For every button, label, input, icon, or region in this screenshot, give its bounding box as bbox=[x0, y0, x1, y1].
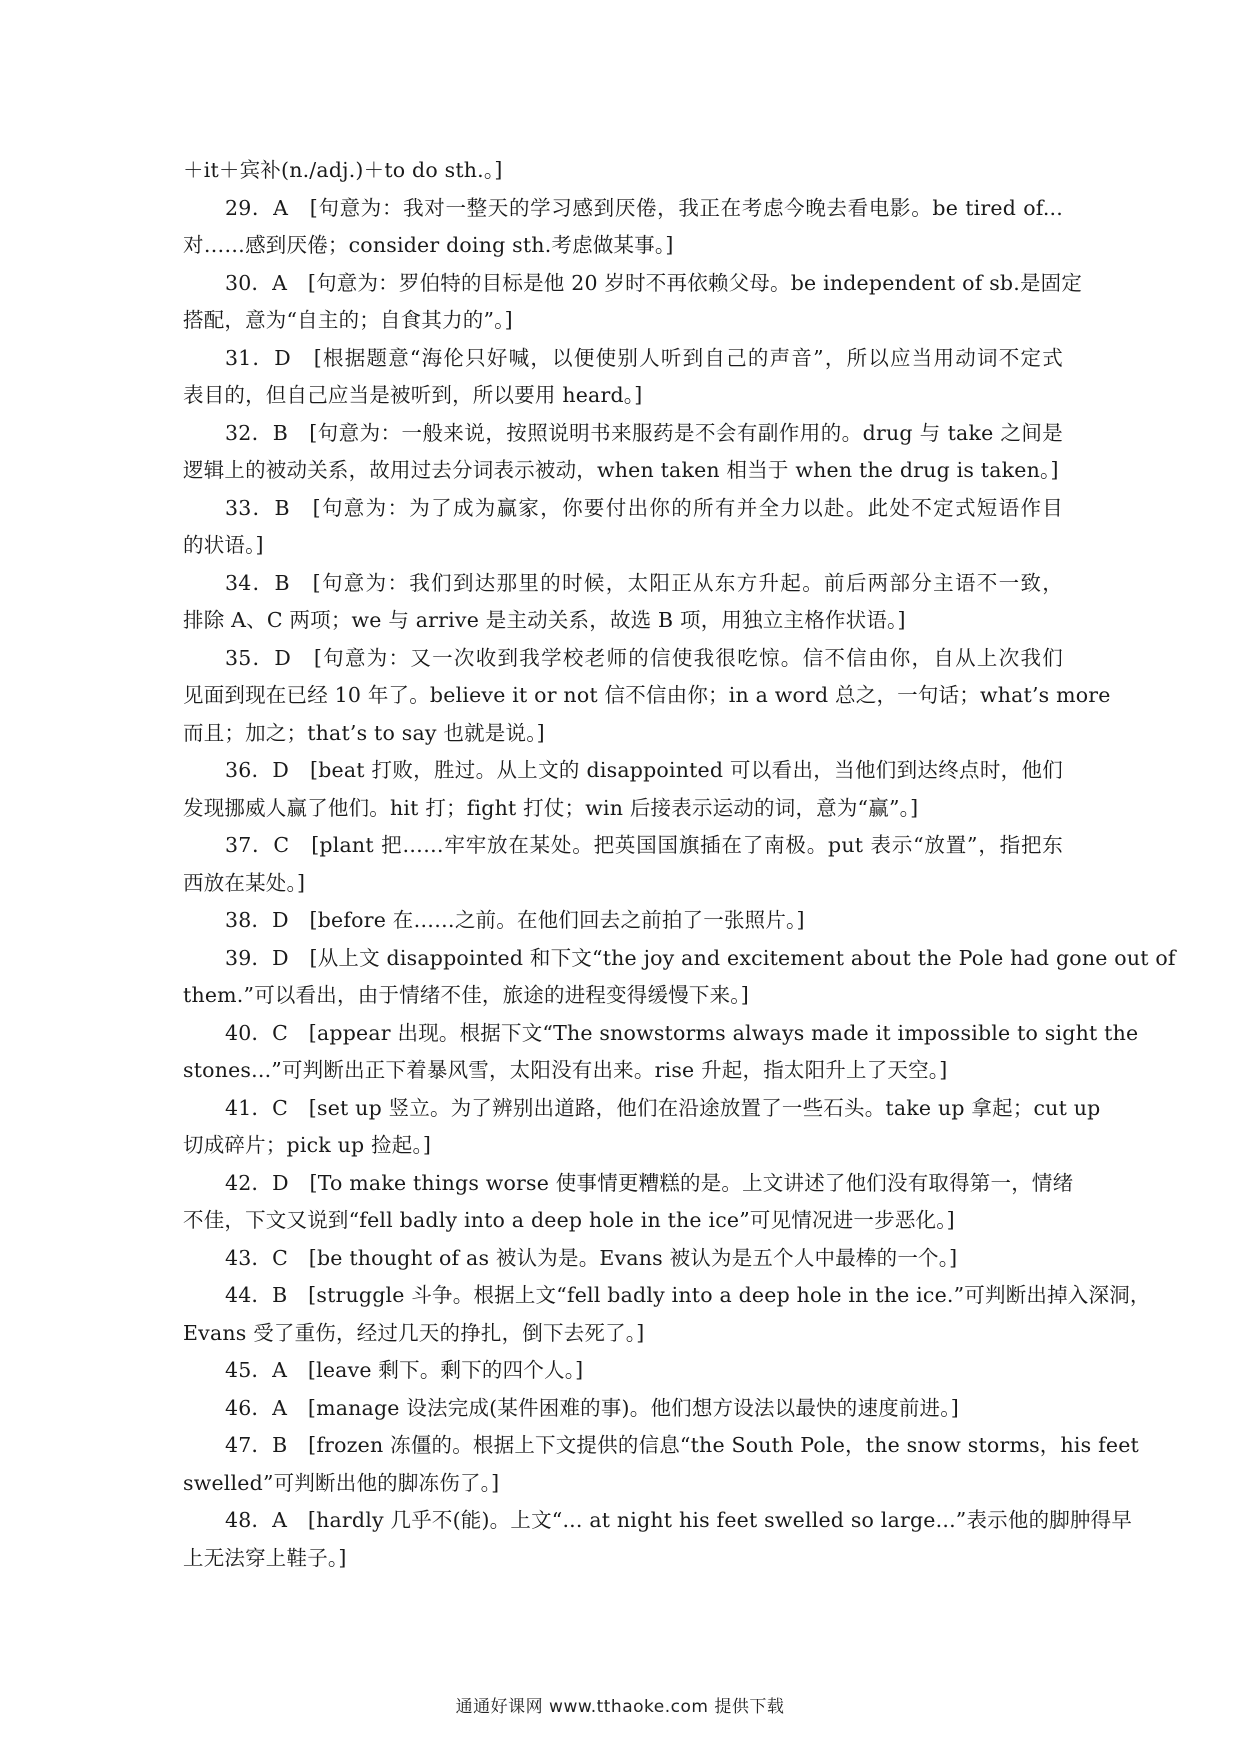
answer-line: 排除 A、C 两项；we 与 arrive 是主动关系，故选 B 项，用独立主格作状语。] bbox=[183, 608, 906, 632]
answer-item bbox=[183, 1240, 1063, 1278]
answer-item bbox=[183, 340, 1063, 415]
answer-line: 对……感到厌倦；consider doing sth.考虑做某事。] bbox=[183, 233, 674, 257]
answer-line: 45．A [leave 剩下。剩下的四个人。] bbox=[225, 1358, 584, 1382]
answer-line: swelled”可判断出他的脚冻伤了。] bbox=[183, 1470, 500, 1495]
answer-line: 37．C [plant 把……牢牢放在某处。把英国国旗插在了南极。put 表示“放置”，指把东 bbox=[225, 833, 1063, 857]
answer-line: 39．D [从上文 disappointed 和下文“the joy and excitement about the Pole had gone out of bbox=[225, 945, 1176, 970]
answer-line: 48．A [hardly 几乎不(能)。上文“... at night his feet swelled so large...”表示他的脚肿得早 bbox=[225, 1508, 1133, 1532]
answer-line: 表目的，但自己应当是被听到，所以要用 heard。] bbox=[183, 383, 643, 407]
answer-item bbox=[183, 152, 1063, 190]
answer-item bbox=[183, 1352, 1063, 1390]
answer-line: 47．B [frozen 冻僵的。根据上下文提供的信息“the South Pole，the snow storms，his feet bbox=[225, 1433, 1139, 1457]
answer-item bbox=[183, 902, 1063, 940]
answer-line: 上无法穿上鞋子。] bbox=[183, 1545, 347, 1570]
answer-line: 34．B [句意为：我们到达那里的时候，太阳正从东方升起。前后两部分主语不一致， bbox=[225, 570, 1063, 595]
answer-line: 29．A [句意为：我对一整天的学习感到厌倦，我正在考虑今晚去看电影。be tired of... bbox=[225, 195, 1063, 220]
answer-line: 36．D [beat 打败，胜过。从上文的 disappointed 可以看出，当他们到达终点时，他们 bbox=[225, 758, 1063, 782]
answer-line: 33．B [句意为：为了成为赢家，你要付出你的所有并全力以赴。此处不定式短语作目 bbox=[225, 495, 1063, 520]
answer-line: ＋it＋宾补(n./adj.)＋to do sth.。] bbox=[183, 158, 503, 182]
answer-line: 46．A [manage 设法完成(某件困难的事)。他们想方设法以最快的速度前进。] bbox=[225, 1395, 959, 1420]
answer-line: 西放在某处。] bbox=[183, 870, 306, 895]
answer-line: 逻辑上的被动关系，故用过去分词表示被动，when taken 相当于 when the drug is taken。] bbox=[183, 458, 1059, 482]
answer-line: 44．B [struggle 斗争。根据上文“fell badly into a deep hole in the ice.”可判断出掉入深洞， bbox=[225, 1283, 1151, 1307]
answer-item bbox=[183, 640, 1111, 753]
answer-item bbox=[183, 190, 1063, 265]
answer-explanations bbox=[183, 152, 1176, 1577]
answer-item bbox=[183, 415, 1063, 490]
answer-line: 43．C [be thought of as 被认为是。Evans 被认为是五个人中最棒的一个。] bbox=[225, 1245, 958, 1270]
answer-line: them.”可以看出，由于情绪不佳，旅途的进程变得缓慢下来。] bbox=[183, 983, 749, 1007]
answer-item bbox=[183, 565, 1063, 640]
answer-line: 41．C [set up 竖立。为了辨别出道路，他们在沿途放置了一些石头。take up 拿起；cut up bbox=[225, 1095, 1101, 1120]
answer-item bbox=[183, 827, 1063, 902]
answer-line: 38．D [before 在……之前。在他们回去之前拍了一张照片。] bbox=[225, 908, 805, 932]
answer-item bbox=[183, 1090, 1101, 1165]
answer-item bbox=[183, 940, 1176, 1015]
answer-line: 32．B [句意为：一般来说，按照说明书来服药是不会有副作用的。drug 与 take 之间是 bbox=[225, 420, 1063, 445]
answer-line: 见面到现在已经 10 年了。believe it or not 信不信由你；in a word 总之，一句话；what’s more bbox=[183, 683, 1111, 707]
answer-item bbox=[183, 1502, 1133, 1577]
answer-line: stones...”可判断出正下着暴风雪，太阳没有出来。rise 升起，指太阳升上了天空。] bbox=[183, 1058, 948, 1082]
answer-line: 不佳，下文又说到“fell badly into a deep hole in the ice”可见情况进一步恶化。] bbox=[183, 1208, 955, 1232]
footer-source: 通通好课网 www.tthaoke.com 提供下载 bbox=[455, 1697, 785, 1717]
answer-item bbox=[183, 1015, 1139, 1090]
answer-line: 切成碎片；pick up 捡起。] bbox=[183, 1133, 432, 1157]
answer-line: 而且；加之；that’s to say 也就是说。] bbox=[183, 720, 545, 745]
answer-item bbox=[183, 1390, 1063, 1428]
answer-line: 35．D [句意为：又一次收到我学校老师的信使我很吃惊。信不信由你，自从上次我们 bbox=[225, 645, 1063, 670]
answer-line: 发现挪威人赢了他们。hit 打；fight 打仗；win 后接表示运动的词，意为“赢”。] bbox=[183, 795, 919, 820]
answer-line: 31．D [根据题意“海伦只好喊，以便使别人听到自己的声音”，所以应当用动词不定式 bbox=[225, 345, 1063, 370]
answer-line: 42．D [To make things worse 使事情更糟糕的是。上文讲述了他们没有取得第一，情绪 bbox=[225, 1170, 1074, 1195]
answer-line: 的状语。] bbox=[183, 533, 264, 557]
answer-item bbox=[183, 1427, 1139, 1502]
answer-item bbox=[183, 490, 1063, 565]
answer-line: 30．A [句意为：罗伯特的目标是他 20 岁时不再依赖父母。be independent of sb.是固定 bbox=[225, 270, 1083, 295]
answer-item bbox=[183, 752, 1063, 827]
answer-item bbox=[183, 1165, 1074, 1240]
answer-item bbox=[183, 1277, 1151, 1352]
answer-line: 搭配，意为“自主的；自食其力的”。] bbox=[183, 308, 513, 332]
answer-line: Evans 受了重伤，经过几天的挣扎，倒下去死了。] bbox=[183, 1320, 645, 1345]
answer-item bbox=[183, 265, 1083, 340]
answer-line: 40．C [appear 出现。根据下文“The snowstorms always made it impossible to sight the bbox=[225, 1020, 1139, 1045]
